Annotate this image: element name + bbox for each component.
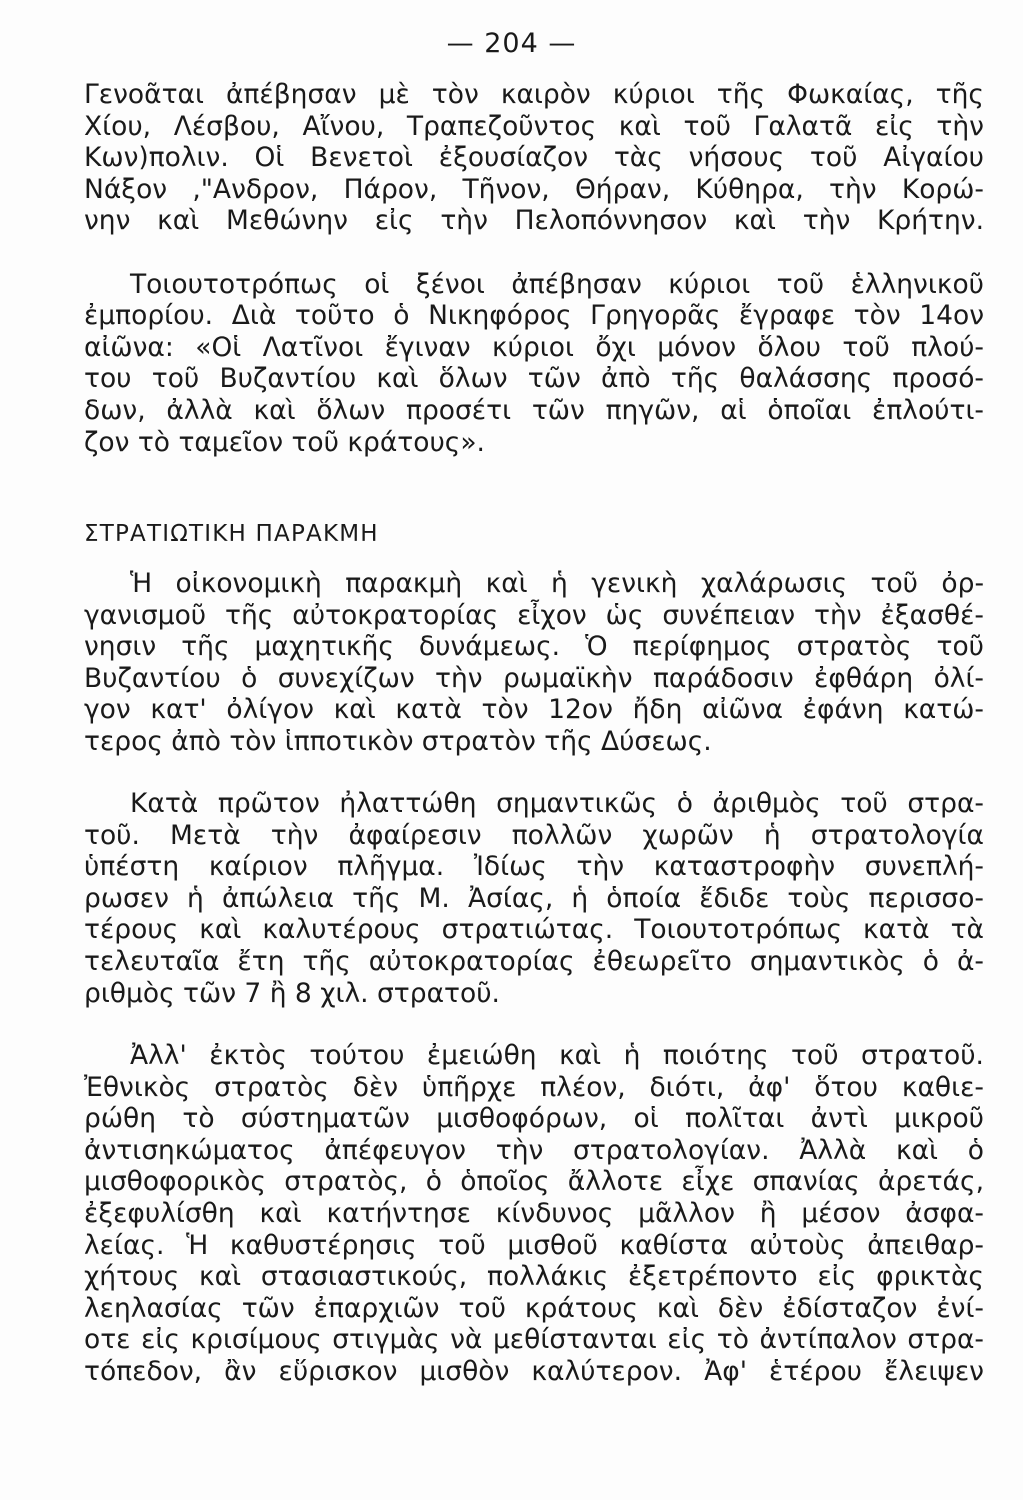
text-line: δων, ἀλλὰ καὶ ὅλων προσέτι τῶν πηγῶν, αἱ ὁποῖαι ἐπλούτι- xyxy=(84,394,984,426)
paragraph-4 xyxy=(84,788,984,1009)
text-line: Γενοᾶται ἀπέβησαν μὲ τὸν καιρὸν κύριοι τῆς Φωκαίας, τῆς xyxy=(84,79,984,110)
paragraph-2 xyxy=(84,269,984,459)
text-line: Τοιουτοτρόπως οἱ ξένοι ἀπέβησαν κύριοι τοῦ ἑλληνικοῦ xyxy=(130,268,984,300)
text-line: τερος ἀπὸ τὸν ἱπποτικὸν στρατὸν τῆς Δύσεως. xyxy=(84,725,712,757)
text-line: χήτους καὶ στασιαστικούς, πολλάκις ἐξετρέποντο εἰς φρικτὰς xyxy=(84,1261,984,1293)
text-line: αἰῶνα: «Οἱ Λατῖνοι ἔγιναν κύριοι ὄχι μόνον ὅλου τοῦ πλού- xyxy=(84,331,984,363)
page-number: — 204 — xyxy=(446,28,577,59)
text-line: γανισμοῦ τῆς αὐτοκρατορίας εἶχον ὡς συνέπειαν τὴν ἐξασθέ- xyxy=(84,599,984,631)
text-line: ἐμπορίου. Διὰ τοῦτο ὁ Νικηφόρος Γρηγορᾶς ἔγραφε τὸν 14ον xyxy=(84,300,984,332)
text-line: νησιν τῆς μαχητικῆς δυνάμεως. Ὁ περίφημος στρατὸς τοῦ xyxy=(84,631,984,663)
text-line: λεηλασίας τῶν ἐπαρχιῶν τοῦ κράτους καὶ δὲν ἐδίσταζον ἐνί- xyxy=(84,1292,984,1324)
text-line: Χίου, Λέσβου, Αἴνου, Τραπεζοῦντος καὶ τοῦ Γαλατᾶ εἰς τὴν xyxy=(84,110,984,142)
text-line: ἀντισηκώματος ἀπέφευγον τὴν στρατολογίαν. Ἀλλὰ καὶ ὁ xyxy=(84,1134,984,1166)
paragraph-5 xyxy=(84,1040,984,1388)
text-line: Βυζαντίου ὁ συνεχίζων τὴν ρωμαϊκὴν παράδοσιν ἐφθάρη ὀλί- xyxy=(84,662,984,694)
text-line: νην καὶ Μεθώνην εἰς τὴν Πελοπόννησον καὶ τὴν Κρήτην. xyxy=(84,205,984,237)
text-line: ρώθη τὸ σύστηματῶν μισθοφόρων, οἱ πολῖται ἀντὶ μικροῦ xyxy=(84,1103,984,1135)
text-line: οτε εἰς κρισίμους στιγμὰς νὰ μεθίστανται εἰς τὸ ἀντίπαλον στρα- xyxy=(84,1324,984,1356)
text-line: ζον τὸ ταμεῖον τοῦ κράτους». xyxy=(84,426,485,458)
text-line: Ἡ οἰκονομικὴ παρακμὴ καὶ ἡ γενικὴ χαλάρωσις τοῦ ὀρ- xyxy=(130,568,984,599)
text-line: μισθοφορικὸς στρατὸς, ὁ ὁποῖος ἄλλοτε εἶχε σπανίας ἀρετάς, xyxy=(84,1166,984,1198)
text-line: Νάξον ,"Ανδρον, Πάρον, Τῆνον, Θήραν, Κύθηρα, τὴν Κορώ- xyxy=(84,173,984,205)
text-line: ὑπέστη καίριον πλῆγμα. Ἰδίως τὴν καταστροφὴν συνεπλή- xyxy=(84,851,984,883)
text-line: Κατὰ πρῶτον ἠλαττώθη σημαντικῶς ὁ ἀριθμὸς τοῦ στρα- xyxy=(130,788,984,819)
text-line: Ἐθνικὸς στρατὸς δὲν ὑπῆρχε πλέον, διότι, ἀφ' ὅτου καθιε- xyxy=(84,1071,984,1103)
text-line: Κων)πολιν. Οἱ Βενετοὶ ἐξουσίαζον τὰς νήσους τοῦ Αἰγαίου xyxy=(84,142,984,174)
text-line: λείας. Ἡ καθυστέρησις τοῦ μισθοῦ καθίστα αὐτοὺς ἀπειθαρ- xyxy=(84,1229,984,1261)
text-line: ρωσεν ἡ ἀπώλεια τῆς Μ. Ἀσίας, ἡ ὁποία ἔδιδε τοὺς περισσο- xyxy=(84,882,984,914)
text-line: τέρους καὶ καλυτέρους στρατιώτας. Τοιουτοτρόπως κατὰ τὰ xyxy=(84,914,984,946)
text-line: γον κατ' ὀλίγον καὶ κατὰ τὸν 12ον ἤδη αἰῶνα ἐφάνη κατώ- xyxy=(84,694,984,726)
text-line: Ἀλλ' ἐκτὸς τούτου ἐμειώθη καὶ ἡ ποιότης τοῦ στρατοῦ. xyxy=(130,1040,984,1071)
paragraph-1 xyxy=(84,79,984,237)
text-line: τόπεδον, ἂν εὕρισκον μισθὸν καλύτερον. Ἀφ' ἑτέρου ἔλειψεν xyxy=(84,1355,984,1387)
text-line: ἐξεφυλίσθη καὶ κατήντησε κίνδυνος μᾶλλον ἢ μέσον ἀσφα- xyxy=(84,1197,984,1229)
paragraph-3 xyxy=(84,568,984,758)
section-heading: ΣΤΡΑΤΙΩΤΙΚΗ ΠΑΡΑΚΜΗ xyxy=(84,521,379,547)
text-line: τοῦ. Μετὰ τὴν ἀφαίρεσιν πολλῶν χωρῶν ἡ στρατολογία xyxy=(84,819,984,851)
text-line: τελευταῖα ἔτη τῆς αὐτοκρατορίας ἐθεωρεῖτο σημαντικὸς ὁ ἀ- xyxy=(84,945,984,977)
text-line: ριθμὸς τῶν 7 ἢ 8 χιλ. στρατοῦ. xyxy=(84,977,500,1009)
text-line: του τοῦ Βυζαντίου καὶ ὅλων τῶν ἀπὸ τῆς θαλάσσης προσό- xyxy=(84,363,984,395)
